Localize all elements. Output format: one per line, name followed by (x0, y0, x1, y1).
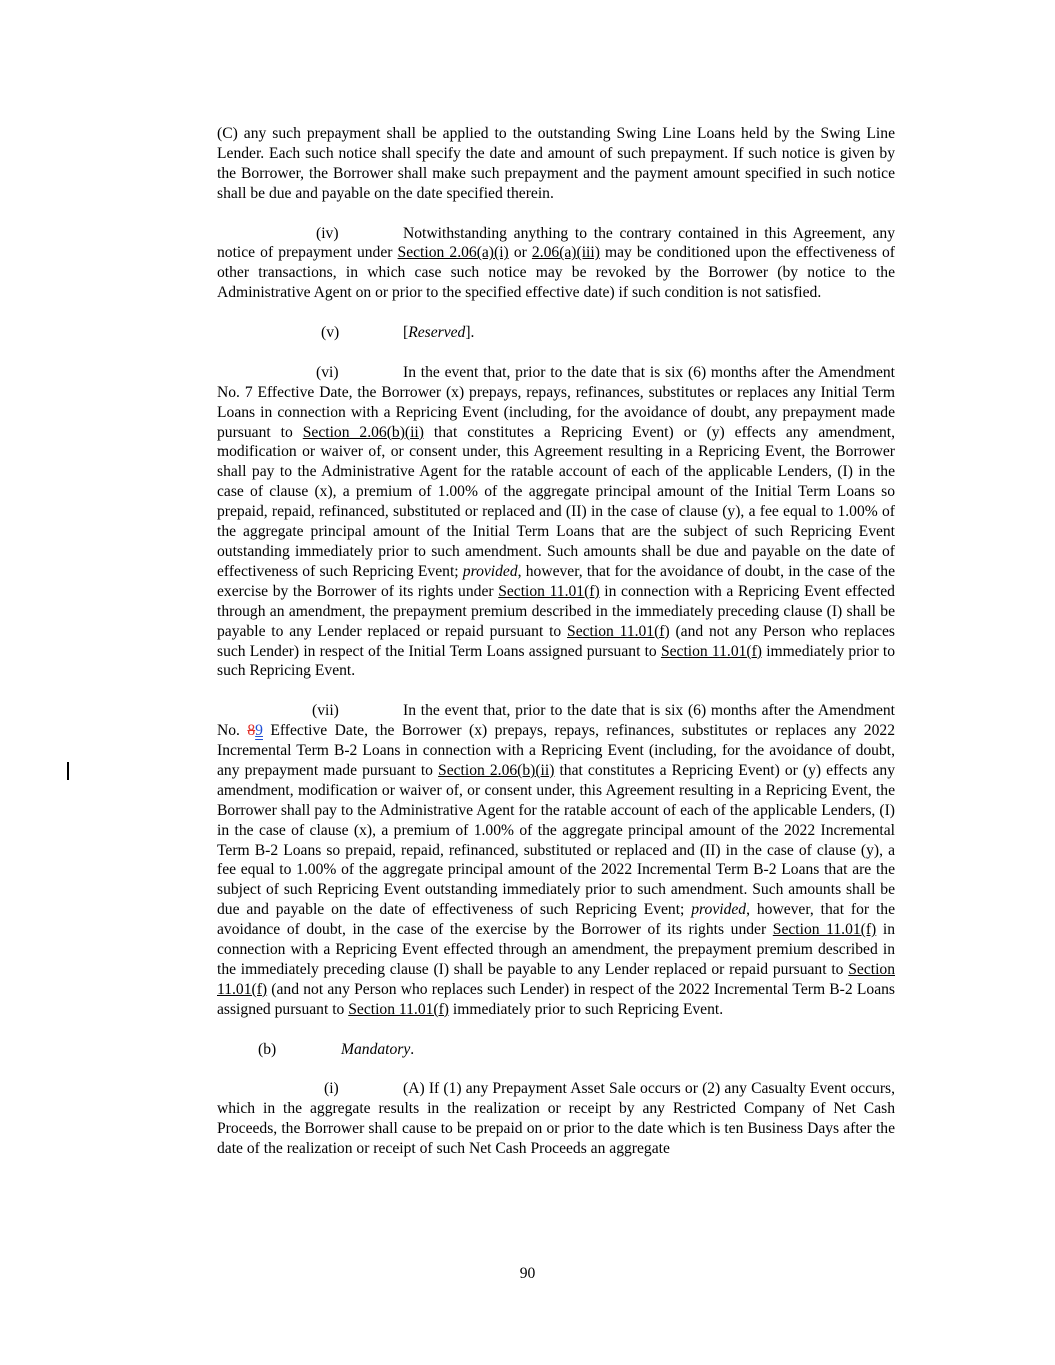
paragraph-vii-text-4: , however, that for the avoidance of doubt, in the case of the exercise by the Borrower of its rights under (217, 901, 895, 939)
paragraph-c: (C) any such prepayment shall be applied to the outstanding Swing Line Loans held by the Swing Line Lender. Each such notice shall specify the date and amount of such prepayment. If such notice is given by the Borrower, the Borrower shall make such prepayment and the payment amount specified in such notice shall be due and payable on the date specified therein. (217, 125, 895, 202)
clause-number-vii: (vii) (312, 702, 339, 720)
section-ref-11-01-f[interactable]: Section 11.01(f) (217, 961, 895, 998)
paragraph-v (217, 323, 895, 343)
revision-change-bar (67, 762, 69, 780)
clause-number-b: (b) (258, 1040, 277, 1058)
paragraph-vi-text-4: in connection with a Repricing Event effected through an amendment, the prepayment premium described in the immediately preceding clause (I) shall be payable to any Lender replaced or repaid pursuant to (217, 582, 895, 640)
paragraph-vi-text-6: immediately prior to such Repricing Event. (217, 642, 895, 680)
paragraph-vii-text-6: (and not any Person who replaces such Lender) in respect of the 2022 Incremental Term B-2 Loans assigned pursuant to (217, 980, 895, 1018)
paragraph-vi-text-2: that constitutes a Repricing Event) or (y) effects any amendment, modification or waiver of, or consent under, this Agreement resulting in a Repricing Event, the Borrower shall pay to the Administrative Agent for the ratable account of each of the applicable Lenders, (I) in the case of clause (x), a premium of 1.00% of the aggregate principal amount of the Initial Term Loans so prepaid, repaid, refinanced, substituted or replaced and (II) in the case of clause (y), a fee equal to 1.00% of the aggregate principal amount of the Initial Term Loans that are the subject of such Repricing Event outstanding immediately prior to such amendment. Such amounts shall be due and payable on the date of effectiveness of such Repricing Event; (217, 423, 895, 580)
provided-term: provided (462, 562, 518, 580)
section-ref-11-01-f[interactable]: Section 11.01(f) (772, 921, 877, 939)
bracket-close: ]. (465, 324, 475, 342)
section-ref-2-06-a-iii[interactable]: 2.06(a)(iii) (531, 244, 600, 262)
paragraph-iv-text-1: Notwithstanding anything to the contrary contained in this Agreement, any notice of prepayment under (217, 224, 895, 262)
paragraph-vi-text-5: (and not any Person who replaces such Lender) in respect of the Initial Term Loans assigned pursuant to (217, 622, 895, 660)
inserted-text: 9 (255, 722, 263, 740)
section-ref-11-01-f[interactable]: Section 11.01(f) (498, 582, 600, 600)
section-ref-11-01-f[interactable]: Section 11.01(f) (348, 1000, 449, 1018)
paragraph-b-i-text: (A) If (1) any Prepayment Asset Sale occurs or (2) any Casualty Event occurs, which in the aggregate results in the realization or receipt by any Restricted Company of Net Cash Proceeds, the Borrower shall cause to be prepaid on or prior to the date which is ten Business Days after the date of the realization or receipt of such Net Cash Proceeds an aggregate (217, 1080, 895, 1158)
provided-term: provided (691, 901, 747, 919)
bracket-open: [ (403, 324, 409, 342)
heading-period: . (410, 1040, 415, 1058)
mandatory-heading: Mandatory (341, 1040, 411, 1058)
section-ref-11-01-f[interactable]: Section 11.01(f) (660, 642, 762, 660)
clause-number-v: (v) (321, 324, 340, 342)
paragraph-iv (217, 224, 895, 304)
reserved-label: Reserved (408, 324, 466, 342)
paragraph-b-i (217, 1079, 895, 1159)
section-ref-2-06-b-ii[interactable]: Section 2.06(b)(ii) (302, 423, 424, 441)
paragraph-iv-text-3: may be conditioned upon the effectiveness of other transactions, in which case such notice may be revoked by the Borrower (by notice to the Administrative Agent on or prior to the specified effective date) if such condition is not satisfied. (217, 244, 896, 302)
section-ref-11-01-f[interactable]: Section 11.01(f) (567, 622, 670, 640)
paragraph-vii-text-7: immediately prior to such Repricing Event. (449, 1000, 724, 1018)
clause-number-b-i: (i) (324, 1080, 339, 1098)
document-page (217, 124, 895, 1179)
clause-number-iv: (iv) (316, 224, 339, 242)
paragraph-iv-text-2: or (508, 244, 532, 262)
section-ref-2-06-b-ii[interactable]: Section 2.06(b)(ii) (438, 761, 555, 779)
paragraph-vi (217, 363, 895, 682)
paragraph-vii (217, 701, 895, 1020)
paragraph-vi-text-3: , however, that for the avoidance of doubt, in the case of the exercise by the Borrower of its rights under (217, 562, 895, 600)
paragraph-vii-text-3: that constitutes a Repricing Event) or (y) effects any amendment, modification or waiver of, or consent under, this Agreement resulting in a Repricing Event, the Borrower shall pay to the Administrative Agent for the ratable account of each of the applicable Lenders, (I) in the case of clause (x), a premium of 1.00% of the aggregate principal amount of the 2022 Incremental Term B-2 Loans so prepaid, repaid, refinanced, substituted or replaced and (II) in the case of clause (y), a fee equal to 1.00% of the aggregate principal amount of the 2022 Incremental Term B-2 Loans that are the subject of such Repricing Event outstanding immediately prior to such amendment. Such amounts shall be due and payable on the date of effectiveness of such Repricing Event; (217, 761, 895, 919)
paragraph-vii-text-1: In the event that, prior to the date that is six (6) months after the Amendment No. (217, 702, 895, 740)
deleted-text: 8 (247, 722, 256, 740)
clause-number-vi: (vi) (316, 363, 339, 381)
section-b-heading (217, 1040, 895, 1060)
paragraph-vi-text-1: In the event that, prior to the date that is six (6) months after the Amendment No. 7 Effective Date, the Borrower (x) prepays, repays, refinances, substitutes or replaces any Initial Term Loans in connection with a Repricing Event (including, for the avoidance of doubt, any prepayment made pursuant to (217, 363, 895, 441)
paragraph-vii-text-2: Effective Date, the Borrower (x) prepays, repays, refinances, substitutes or replaces any 2022 Incremental Term B-2 Loans in connection with a Repricing Event (including, for the avoidance of doubt, any prepayment made pursuant to (217, 722, 895, 779)
page-number: 90 (519, 1265, 536, 1282)
paragraph-vii-text-5: in connection with a Repricing Event effected through an amendment, the prepayment premium described in the immediately preceding clause (I) shall be payable to any Lender replaced or repaid pursuant to (217, 921, 895, 978)
section-ref-2-06-a-i[interactable]: Section 2.06(a)(i) (397, 244, 509, 262)
